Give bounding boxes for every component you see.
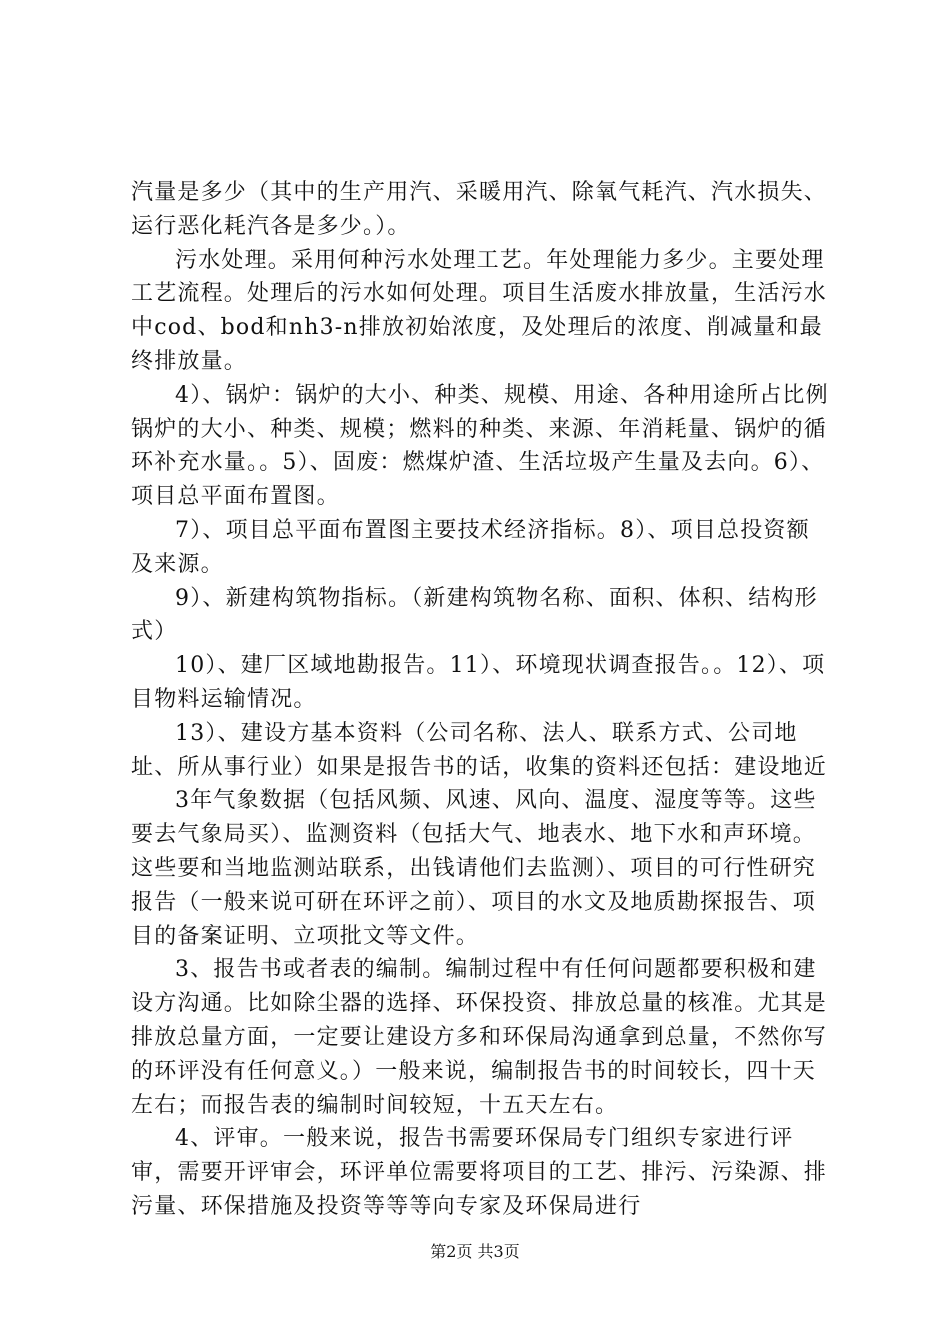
paragraph-10: 4、评审。一般来说，报告书需要环保局专门组织专家进行评审，需要开评审会，环评单位需要将项目的工艺、排污、污染源、排污量、环保措施及投资等等等向专家及环保局进行 <box>131 1126 828 1219</box>
paragraph-2: 污水处理。采用何种污水处理工艺。年处理能力多少。主要处理工艺流程。处理后的污水如何处理。项目生活废水排放量，生活污水中cod、bod和nh3-n排放初始浓度，及处理后的浓度、削减量和最终排放量。 <box>131 247 828 374</box>
paragraph-9: 3、报告书或者表的编制。编制过程中有任何问题都要积极和建设方沟通。比如除尘器的选择、环保投资、排放总量的核准。尤其是排放总量方面，一定要让建设方多和环保局沟通拿到总量，不然你写的环评没有任何意义。）一般来说，编制报告书的时间较长，四十天左右；而报告表的编制时间较短，十五天左右。 <box>131 957 828 1118</box>
page-footer <box>0 1242 950 1262</box>
document-body <box>131 176 831 1224</box>
paragraph-6: 10）、建厂区域地勘报告。11）、环境现状调查报告。。12）、项目物料运输情况。 <box>131 653 826 712</box>
paragraph-5: 9）、新建构筑物指标。（新建构筑物名称、面积、体积、结构形式） <box>131 585 818 645</box>
paragraph-7: 13）、建设方基本资料（公司名称、法人、联系方式、公司地址、所从事行业）如果是报告书的话，收集的资料还包括：建设地近 <box>131 720 828 780</box>
paragraph-1: 汽量是多少（其中的生产用汽、采暖用汽、除氧气耗汽、汽水损失、运行恶化耗汽各是多少。）。 <box>131 180 828 239</box>
paragraph-3: 4）、锅炉：锅炉的大小、种类、规模、用途、各种用途所占比例锅炉的大小、种类、规模；燃料的种类、来源、年消耗量、锅炉的循环补充水量。。5）、固废：燃煤炉渣、生活垃圾产生量及去向。6）、项目总平面布置图。 <box>131 382 829 510</box>
paragraph-8: 3年气象数据（包括风频、风速、风向、温度、湿度等等。这些要去气象局买）、监测资料（包括大气、地表水、地下水和声环境。这些要和当地监测站联系，出钱请他们去监测）、项目的可行性研究报告（一般来说可研在环评之前）、项目的水文及地质勘探报告、项目的备案证明、立项批文等文件。 <box>131 788 817 949</box>
page-number: 第2页 共3页 <box>430 1242 520 1261</box>
paragraph-4: 7）、项目总平面布置图主要技术经济指标。8）、项目总投资额及来源。 <box>131 517 810 577</box>
